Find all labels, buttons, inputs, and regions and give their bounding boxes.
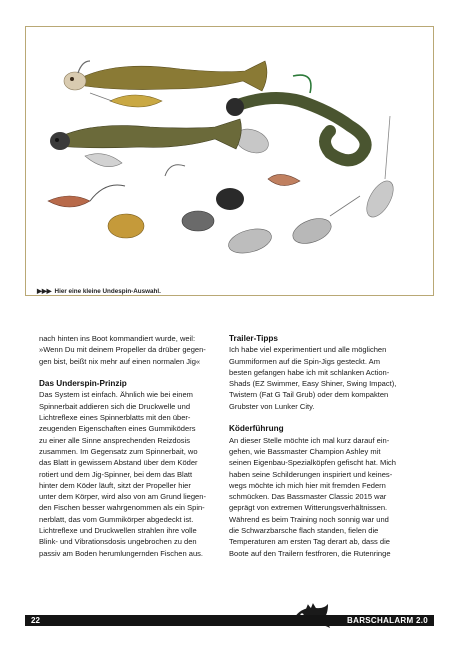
text-line: nerblatt, das vom Gummikörper abgedeckt ist. bbox=[39, 514, 194, 524]
text-line: passiv am Boden herumlungernden Fischen aus. bbox=[39, 548, 204, 558]
text-line: gen bist, beißt nix mehr auf einen normalen Jig« bbox=[39, 356, 201, 366]
text-line: Grubster von Lunker City. bbox=[229, 401, 315, 411]
text-line: seinen Eigenbau-Spezialköpfen gefischt hat. Mich bbox=[229, 458, 396, 468]
text-line: zusammen. Im Gegensatz zum Spinnerbait, wo bbox=[39, 446, 198, 456]
text-line: das Blatt in gewissem Abstand über dem Köder bbox=[39, 458, 198, 468]
text-line: »Wenn Du mit deinem Propeller da drüber gegen- bbox=[39, 345, 206, 355]
text-line: An dieser Stelle möchte ich mal kurz darauf ein- bbox=[229, 435, 390, 445]
text-line: Gummiformen auf die Spin-Jigs gesteckt. Am bbox=[229, 356, 380, 366]
text-line: wegs möchte ich mich hier mit fremden Federn bbox=[229, 480, 386, 490]
section-heading: Trailer-Tipps bbox=[229, 334, 278, 343]
gold-blade-1 bbox=[110, 95, 162, 107]
text-line: Boote auf den Trailern festfroren, die Rutenringe bbox=[229, 548, 391, 558]
text-line: besten gefangen habe ich mit schlanken Action- bbox=[229, 367, 390, 377]
paragraph-gap bbox=[39, 367, 227, 378]
text-line: gehen, wie Bassmaster Champion Ashley mit bbox=[229, 446, 381, 456]
photo-caption bbox=[36, 288, 161, 295]
text-line: rotiert und dem Jig-Spinner, bei dem das Blatt bbox=[39, 469, 193, 479]
text-line: unter dem Körper, wird also von am Grund liegen- bbox=[39, 492, 206, 502]
text-line: geprägt von extremen Witterungsverhältnissen. bbox=[229, 503, 388, 513]
section-heading: Köderführung bbox=[229, 424, 284, 434]
lure-photo-frame bbox=[25, 26, 434, 296]
text-line: schmücken. Das Bassmaster Classic 2015 war bbox=[229, 492, 387, 502]
jig-center bbox=[165, 165, 274, 258]
text-line: nach hinten ins Boot kommandiert wurde, weil: bbox=[39, 334, 196, 343]
section-heading: Das Underspin-Prinzip bbox=[39, 379, 127, 389]
caption-arrows: ▶▶▶ bbox=[37, 288, 52, 295]
text-line: Während es beim Training noch sonnig war und bbox=[229, 514, 389, 524]
silver-blade-2 bbox=[85, 154, 122, 167]
text-line: Lichtreflexe und Druckwellen strahlen ihre volle bbox=[39, 526, 197, 536]
paragraph-gap bbox=[229, 412, 417, 423]
text-line: Ich habe viel experimentiert und alle möglichen bbox=[229, 345, 387, 355]
text-line: zu einer alle Sinne ansprechenden Reizdosis bbox=[39, 435, 191, 445]
text-line: Spinnerbait addieren sich die Druckwelle und bbox=[39, 401, 191, 411]
text-line: den Fischen besser wahrgenommen als ein Spin- bbox=[39, 503, 205, 513]
text-line: Twistern (Fat G Tail Grub) oder dem kompakten bbox=[229, 390, 389, 400]
jig-left bbox=[48, 185, 144, 238]
text-line: haben seine Schilderungen inspiriert und keines- bbox=[229, 469, 393, 479]
text-line: Blink- und Vibrationsdosis ungebrochen zu den bbox=[39, 537, 197, 547]
text-line: Das System ist einfach. Ähnlich wie bei einem bbox=[39, 390, 193, 400]
text-line: hinter dem Köder läuft, sitzt der Propeller hier bbox=[39, 480, 191, 490]
text-line: Temperaturen am ersten Tag derart ab, dass die bbox=[229, 537, 390, 547]
page-number: 22 bbox=[31, 616, 40, 625]
text-line: zeugenden Eigenschaften eines Gummiköders bbox=[39, 424, 196, 434]
lure-photo bbox=[30, 31, 429, 295]
shad-lure-middle bbox=[50, 119, 241, 150]
text-line: Lichtreflexe eines Spinnerblatts mit den über- bbox=[39, 413, 191, 423]
left-text-column bbox=[39, 333, 227, 559]
swimbait-lure-top bbox=[64, 61, 267, 91]
magazine-title: BARSCHALARM 2.0 bbox=[347, 616, 428, 625]
text-line: die Schwarzbarsche flach standen, fielen die bbox=[229, 526, 379, 536]
right-text-column bbox=[229, 333, 417, 559]
page-footer bbox=[25, 615, 434, 626]
caption-text: Hier eine kleine Undespin-Auswahl. bbox=[54, 288, 161, 295]
text-line: Shads (EZ Swimmer, Easy Shiner, Swing Impact), bbox=[229, 379, 397, 389]
